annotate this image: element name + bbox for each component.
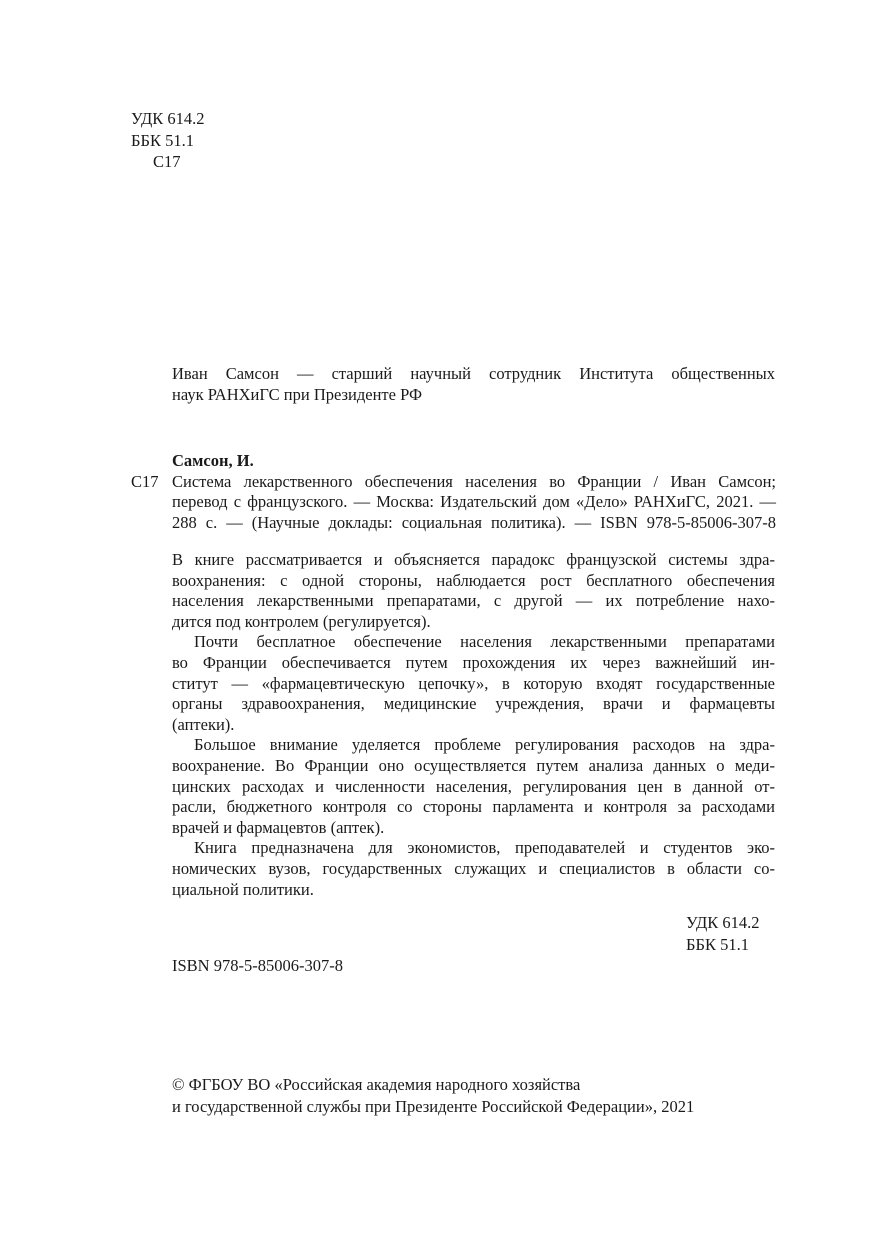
udk-code: УДК 614.2 [686,913,760,932]
classification-block-bottom [686,912,760,955]
classification-block-top [131,108,205,173]
abstract-line: Большое внимание уделяется проблеме регулирования расходов на здра- [194,735,775,755]
bibliographic-record [131,451,776,533]
bbk-code: ББК 51.1 [686,934,749,954]
copyright-line: © ФГБОУ ВО «Российская академия народного хозяйства [172,1075,581,1094]
abstract-line: воохранение. Во Франции оно осуществляется путем анализа данных о меди- [172,755,775,775]
biblio-line: перевод с французского. — Москва: Издательский дом «Дело» РАНХиГС, 2021. — [172,492,776,511]
abstract-line: Книга предназначена для экономистов, преподавателей и студентов эко- [194,838,775,858]
udk-code: УДК 614.2 [131,109,205,128]
biblio-line: Система лекарственного обеспечения населения во Франции / Иван Самсон; [172,471,776,491]
author-note [172,363,775,405]
author-note-line: наук РАНХиГС при Президенте РФ [172,385,423,404]
abstract-line: В книге рассматривается и объясняется парадокс французской системы здра- [172,550,775,569]
author-mark: С17 [153,152,181,171]
abstract-line: циальной политики. [172,879,314,899]
author-mark-code: С17 [131,471,159,491]
abstract-line: номических вузов, государственных служащих и специалистов в области со- [172,858,775,878]
abstract-line: Почти бесплатное обеспечение населения лекарственными препаратами [194,632,775,652]
abstract [172,550,775,900]
abstract-line: расли, бюджетного контроля со стороны парламента и контроля за расходами [172,797,775,817]
bbk-code: ББК 51.1 [131,130,194,150]
biblio-line: 288 с. — (Научные доклады: социальная политика). — ISBN 978-5-85006-307-8 [172,512,776,532]
isbn: ISBN 978-5-85006-307-8 [172,956,343,975]
abstract-paragraph [172,550,775,632]
abstract-line: ститут — «фармацевтическую цепочку», в которую входят государственные [172,673,775,693]
abstract-line: (аптеки). [172,714,235,734]
author-heading: Самсон, И. [172,451,254,470]
abstract-line: населения лекарственными препаратами, с другой — их потребление нахо- [172,591,775,611]
abstract-line: цинских расходах и численности населения, регулирования цен в данной от- [172,776,775,796]
abstract-line: органы здравоохранения, медицинские учреждения, врачи и фармацевты [172,694,775,714]
abstract-line: воохранения: с одной стороны, наблюдается рост бесплатного обеспечения [172,570,775,590]
abstract-line: во Франции обеспечивается путем прохождения их через важнейший ин- [172,652,775,672]
abstract-line: врачей и фармацевтов (аптек). [172,817,385,837]
abstract-paragraph [172,632,775,735]
author-note-line: Иван Самсон — старший научный сотрудник Института общественных [172,364,775,383]
abstract-paragraph [172,838,775,900]
abstract-line: дится под контролем (регулируется). [172,611,431,631]
copyright-line: и государственной службы при Президенте Российской Федерации», 2021 [172,1096,695,1116]
abstract-paragraph [172,735,775,838]
copyright-notice [172,1074,694,1117]
